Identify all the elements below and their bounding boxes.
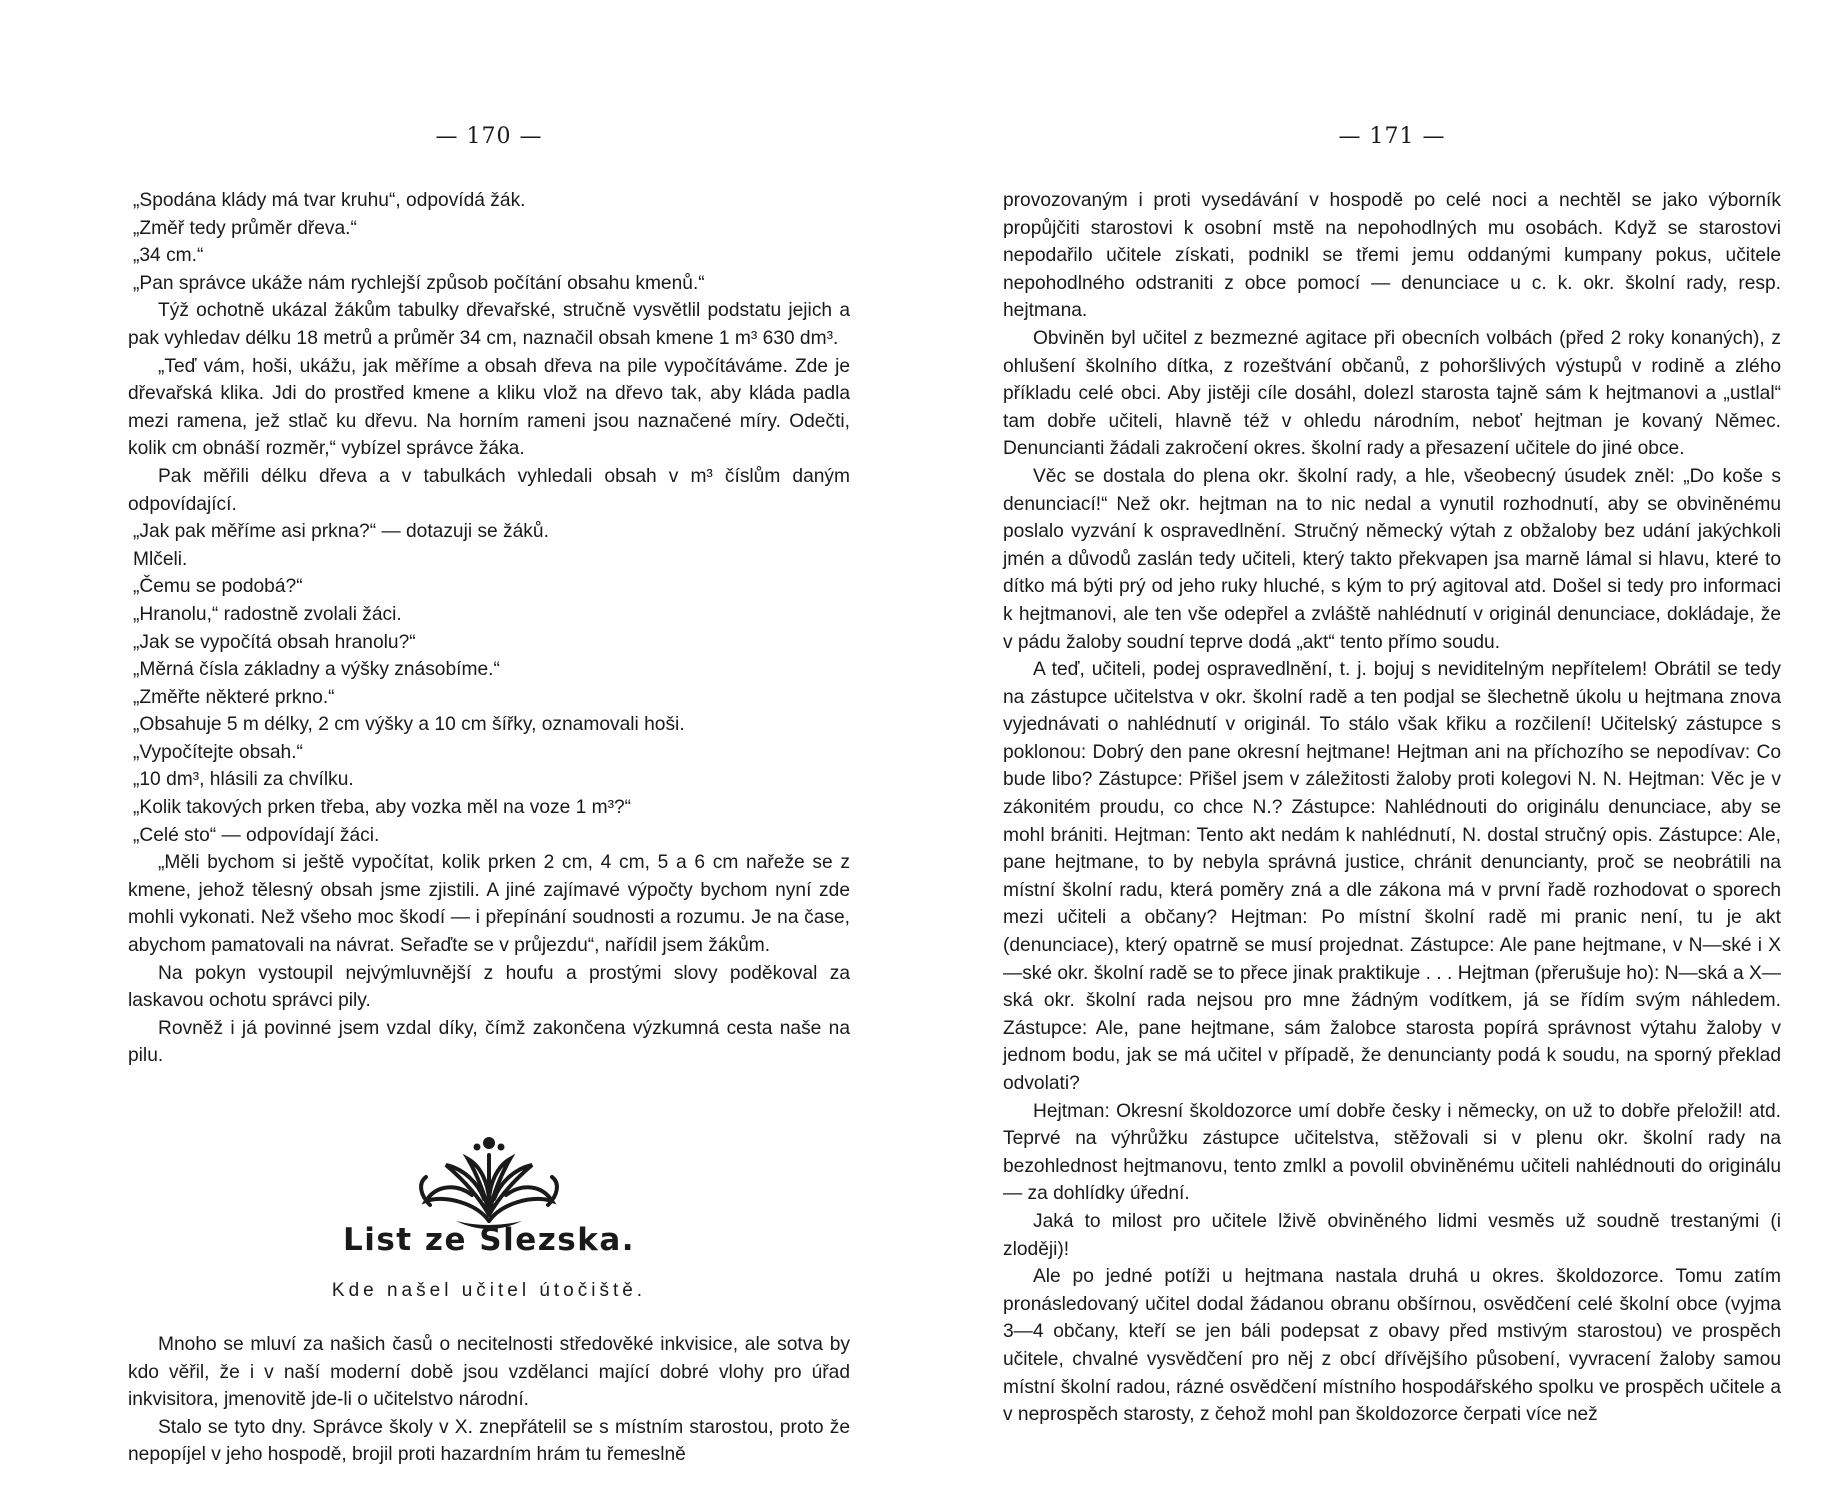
paragraph: „Obsahuje 5 m délky, 2 cm výšky a 10 cm šířky, oznamovali hoši. — [133, 714, 685, 736]
paragraph: „Změř tedy průměr dřeva.“ — [133, 217, 357, 239]
paragraph: Věc se dostala do plena okr. školní rady, a hle, všeobecný úsudek zněl: „Do koše s denunciací!“ Než okr. hejtman na to nic nedal a vynutil rozhodnutí, aby se obviněnému poslalo vyzvání k ospravedlnění. Stručný německý výtah z obžaloby bez udání jakýchkoli jmén a důvodů zaslán tedy učiteli, který takto překvapen jsa marně lámal si hlavu, které to dítko má býti prý od jeho ruky hluché, s kým to prý agitoval atd. Došel si tedy pro informaci k hejtmanovi, ale ten vše odepřel a zvláště nahlédnutí v originál denunciace, dokládaje, že v pádu žaloby soudní teprve dodá „akt“ tento přímo soudu. — [1003, 465, 1781, 653]
paragraph: „Jak se vypočítá obsah hranolu?“ — [133, 631, 416, 653]
paragraph: provozovaným i proti vysedávání v hospodě po celé noci a nechtěl se jako výborník propůjčiti starostovi k osobní mstě na nepohodlných mu osobách. Když se starostovi nepodařilo učitele získati, podnikl se třemi jemu oddanými kumpany pokus, učitele nepohodlného odstraniti z obce pomocí — denunciace u c. k. okr. školní rady, resp. hejtmana. — [1003, 190, 1781, 322]
left-page — [128, 0, 850, 1500]
paragraph: „Hranolu,“ radostně zvolali žáci. — [133, 603, 402, 625]
fleuron-ornament — [406, 1125, 572, 1235]
paragraph: Rovněž i já povinné jsem vzdal díky, čímž zakončena výzkumná cesta naše na pilu. — [128, 1017, 850, 1067]
paragraph: Pak měřili délku dřeva a v tabulkách vyhledali obsah v m³ číslům daným odpovídající. — [128, 465, 850, 515]
paragraph: Na pokyn vystoupil nejvýmluvnější z houfu a prostými slovy poděkoval za laskavou ochotu správci pily. — [128, 962, 850, 1012]
article-text — [128, 1331, 850, 1469]
paragraph: „Čemu se podobá?“ — [133, 576, 303, 598]
paragraph: „Pan správce ukáže nám rychlejší způsob počítání obsahu kmenů.“ — [133, 272, 705, 294]
article-heading: List ze Slezska. — [342, 1222, 636, 1258]
right-page — [1003, 0, 1781, 1500]
left-page-text — [128, 187, 850, 1070]
paragraph: A teď, učiteli, podej ospravedlnění, t. j. bojuj s neviditelným nepřítelem! Obrátil se tedy na zástupce učitelstva v okr. školní radě a ten podjal se šlechetně úkolu u hejtmana znova vyjednávati o nahlédnutí v originál. To stálo však křiku a rozčilení! Učitelský zástupce s poklonou: Dobrý den pane okresní hejtmane! Hejtman ani na příchozího se nepodívav: Co bude libo? Zástupce: Přišel jsem v záležitosti žaloby proti kolegovi N. N. Hejtman: Věc je v zákonitém proudu, co chce N.? Zástupce: Nahlédnouti do originálu denunciace, aby se mohl brániti. Hejtman: Tento akt nedám k nahlédnutí, N. dostal stručný opis. Zástupce: Ale, pane hejtmane, to by nebyla správná justice, chránit denuncianty, proč se neobrátili na místní školní radu, která poměry zná a dle zákona má v první řadě rozhodovat o sporech mezi učiteli a občany? Hejtman: Po místní školní radě mi pranic není, tu je akt (denunciace), který opatrně se musí projednat. Zástupce: Ale pane hejtmane, v N—ské i X—ské okr. školní radě se to přece jinak praktikuje . . . Hejtman (přerušuje ho): N—ská a X—ská okr. školní rada nejsou pro mne žádným vodítkem, já se řídím svým náhledem. Zástupce: Ale, pane hejtmane, sám žalobce starosta popírá správnost výtahu žaloby v jednom bodu, jak se má učitel v případě, že denuncianty podá k soudu, na sporný překlad odvolati? — [1003, 659, 1781, 1094]
paragraph: „10 dm³, hlásili za chvílku. — [133, 769, 354, 791]
paragraph: Jaká to milost pro učitele lživě obviněného lidmi vesměs už soudně trestanými (i zloději)! — [1003, 1210, 1781, 1260]
paragraph: „Spodána klády má tvar kruhu“, odpovídá žák. — [133, 190, 526, 211]
paragraph: „Teď vám, hoši, ukážu, jak měříme a obsah dřeva na pile vypočítáváme. Zde je dřevařská klika. Jdi do prostřed kmene a kliku vlož na dřevo tak, aby kláda padla mezi ramena, jež stlač ku dřevu. Na horním rameni jsou naznačené míry. Odečti, kolik cm obnáší rozměr,“ vybízel správce žáka. — [128, 355, 850, 460]
paragraph: Obviněn byl učitel z bezmezné agitace při obecních volbách (před 2 roky konaných), z ohlušení školního dítka, z rozeštvání občanů, z pohoršlivých výstupů v rodině a zlého příkladu celé obci. Aby jistěji cíle dosáhl, dolezl starosta tajně sám k hejtmanovi a „ustlal“ tam dobře učiteli, hlavně též v ohledu národním, neboť hejtman je kovaný Němec. Denuncianti žádali zakročení okres. školní rady a přesazení učitele do jiné obce. — [1003, 327, 1781, 460]
paragraph: „Vypočítejte obsah.“ — [133, 741, 303, 763]
paragraph: Týž ochotně ukázal žákům tabulky dřevařské, stručně vysvětlil podstatu jejich a pak vyhledav délku 18 metrů a průměr 34 cm, naznačil obsah kmene 1 m³ 630 dm³. — [128, 300, 850, 349]
page-number: — 171 — — [1338, 124, 1446, 149]
paragraph: „Měrná čísla základny a výšky znásobíme.“ — [133, 659, 500, 681]
paragraph: „Měli bychom si ještě vypočítat, kolik prken 2 cm, 4 cm, 5 a 6 cm nařeže se z kmene, jehož tělesný obsah jsme zjistili. A jiné zajímavé výpočty bychom nyní zde mohli vykonati. Než všeho moc škodí — i přepínání soudnosti a rozumu. Je na čase, abychom pamatovali na návrat. Seřaďte se v průjezdu“, nařídil jsem žákům. — [128, 852, 850, 957]
right-page-text — [1003, 187, 1781, 1429]
paragraph: „Kolik takových prken třeba, aby vozka měl na voze 1 m³?“ — [133, 797, 632, 819]
paragraph: „Jak pak měříme asi prkna?“ — dotazuji se žáků. — [133, 521, 549, 543]
paragraph: „34 cm.“ — [133, 245, 204, 267]
paragraph: Mnoho se mluví za našich časů o necitelnosti středověké inkvisice, ale sotva by kdo věřil, že i v naší moderní době jsou vzdělanci mající dobré vlohy pro úřad inkvisitora, jmenovitě jde-li o učitelstvo národní. — [128, 1334, 850, 1411]
paragraph: Stalo se tyto dny. Správce školy v X. znepřátelil se s místním starostou, proto že nepopíjel v jeho hospodě, brojil proti hazardním hrám tu řemeslně — [128, 1416, 850, 1466]
paragraph: „Změřte některé prkno.“ — [133, 686, 335, 708]
paragraph: „Celé sto“ — odpovídají žáci. — [133, 824, 380, 846]
paragraph: Ale po jedné potíži u hejtmana nastala druhá u okres. školdozorce. Tomu zatím pronásledovaný učitel dodal žádanou obranu obšírnou, osvědčení celé školní obce (vyjma 3—4 občany, kteří se jen báli podepsat z obavy před mstivým starostou) ve prospěch učitele, chvalné vysvědčení pro něj z obcí dřívějšího působení, vyvracení žaloby samou místní školní radou, rázné osvědčení místního hospodářského spolku ve prospěch učitele a v neprospěch starosty, z čehož mohl pan školdozorce čerpati více než — [1003, 1266, 1781, 1426]
article-subheading: Kde našel učitel útočiště. — [331, 1280, 647, 1301]
paragraph: Hejtman: Okresní školdozorce umí dobře česky i německy, on už to dobře přeložil! atd. Teprvé na výhrůžku zástupce učitelstva, stěžovali si v plenu okr. školní rady na bezohlednost hejtmanovu, tento zmlkl a povolil obviněnému učiteli nahlédnouti do originálu — za dohlídky úřední. — [1003, 1100, 1781, 1205]
paragraph: Mlčeli. — [133, 548, 188, 570]
page-number: — 170 — — [435, 124, 543, 149]
